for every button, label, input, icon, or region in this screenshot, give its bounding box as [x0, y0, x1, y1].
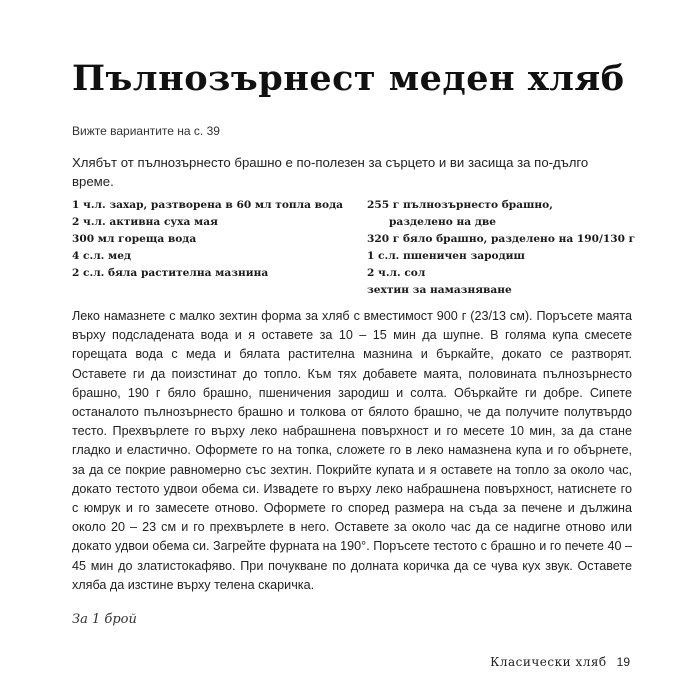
recipe-intro: Хлябът от пълнозърнесто брашно е по-полезен за сърцето и ви засища за по-дълго време.	[72, 155, 589, 189]
ingredient: 4 с.л. мед	[72, 250, 132, 262]
ingredient: 1 с.л. пшеничен зародиш	[367, 250, 525, 262]
ingredient: 255 г пълнозърнесто брашно, разделено на две	[367, 199, 553, 228]
page-footer	[470, 655, 630, 669]
ingredient: 1 ч.л. захар, разтворена в 60 мл топла вода	[72, 199, 344, 211]
ingredient: 2 ч.л. активна суха мая	[72, 216, 218, 228]
ingredient: 2 ч.л. сол	[367, 267, 426, 279]
recipe-yield: За 1 брой	[72, 612, 137, 627]
recipe-title: Пълнозърнест меден хляб	[72, 58, 625, 99]
recipe-method: Леко намазнете с малко зехтин форма за хляб с вместимост 900 г (23/13 см). Поръсете маята върху подсладената вода и я оставете за 10 – 15 мин да шупне. В голяма купа смесете горещата вода с меда и бялата растителна мазнина и бъркайте, докато се разтворят. Оставете ги да поизстинат до топло. Към тях добавете маята, половината пълнозърнесто брашно, 190 г бяло брашно, пшеничения зародиш и солта. Объркайте ги добре. Сипете останалото пълнозърнесто брашно и толкова от бялото брашно, че да получите полутвърдо тесто. Прехвърлете го върху леко набрашнена повърхност и го месете 10 мин, за да стане гладко и еластично. Оформете го на топка, сложете го в леко намазнена купа и го обърнете, за да се покрие равномерно със зехтин. Покрийте купата и я оставете на топло за около час, докато тестото удвои обема си. Извадете го върху леко набрашнена повърхност, натиснете го с юмрук и го замесете отново. Оформете го според размера на съда за печене и дължина около 20 – 23 см и го прехвърлете в него. Оставете за около час да се надигне отново или докато удвои обема си. Загрейте фурната на 190°. Поръсете тестото с брашно и го печете 40 – 45 мин до златистокафяво. При почукване по долната коричка да се чува кух звук. Оставете хляба да изстине върху телена скаричка.	[72, 309, 632, 592]
recipe-page	[72, 0, 642, 700]
ingredient: 300 мл гореща вода	[72, 233, 197, 245]
ingredients-left-column	[72, 197, 362, 282]
see-variants-note: Вижте вариантите на с. 39	[72, 124, 220, 138]
section-name: Класически хляб	[490, 655, 607, 669]
ingredients-right-column	[367, 197, 652, 299]
ingredient: 320 г бяло брашно, разделено на 190/130 г	[367, 233, 636, 245]
ingredient: зехтин за намазняване	[367, 284, 512, 296]
ingredient: 2 с.л. бяла растителна мазнина	[72, 267, 269, 279]
page-number: 19	[616, 655, 630, 669]
